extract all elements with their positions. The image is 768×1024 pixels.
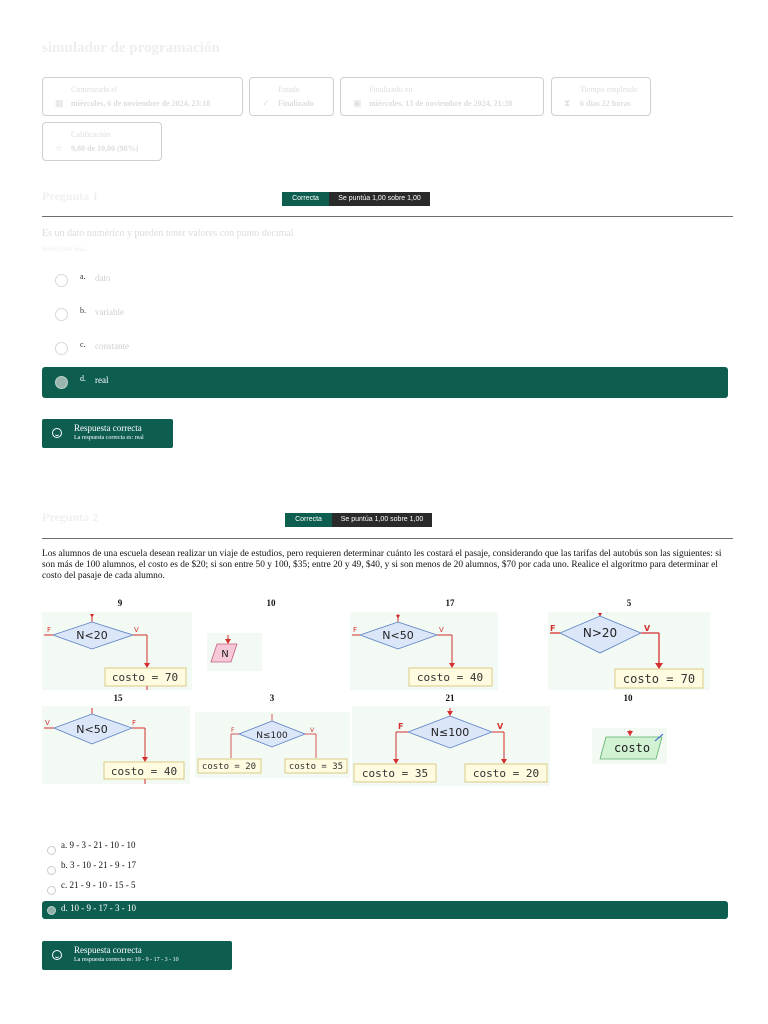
smile-icon: [52, 428, 62, 438]
flowchart-label: 15: [113, 693, 123, 703]
question-2-correct-badge: Correcta: [285, 513, 332, 527]
summary-value: miércoles, 6 de noviembre de 2024, 23:18: [71, 99, 211, 108]
question-1-correct-badge: Correcta: [282, 192, 329, 206]
flowchart-option-21: [352, 706, 550, 786]
question-1-text: Es un dato numérico y pueden tener valores con punto decimal: [42, 228, 294, 239]
process-text: costo = 40: [416, 671, 484, 684]
option-text: d. 10 - 9 - 17 - 3 - 10: [61, 903, 136, 913]
radio-button-selected[interactable]: [55, 376, 68, 389]
question-2-option-d[interactable]: [42, 901, 728, 919]
branch-left-label: F: [47, 626, 52, 634]
summary-value: miércoles, 13 de noviembre de 2024, 21:28: [369, 99, 513, 108]
question-2-divider: [42, 538, 733, 539]
branch-right-label: F: [132, 719, 137, 727]
decision-condition: N<50: [382, 629, 414, 642]
question-1-option-d[interactable]: [42, 367, 728, 398]
flowchart-option-9: [42, 612, 192, 690]
branch-left-label: F: [353, 626, 358, 634]
option-text: real: [95, 375, 109, 385]
process-text-left: costo = 35: [361, 767, 429, 780]
feedback-title: Respuesta correcta: [74, 423, 142, 433]
option-text: variable: [95, 307, 124, 317]
decision-condition: N≤100: [256, 731, 288, 741]
star-icon: ☆: [55, 143, 64, 153]
flowchart-option-3: [195, 712, 350, 778]
branch-right-label: V: [310, 727, 315, 734]
calendar-icon: ▦: [55, 98, 64, 108]
process-text: costo = 70: [622, 672, 696, 686]
flowchart-option-10-output: [592, 728, 667, 764]
flowchart-label: 21: [445, 693, 455, 703]
feedback-answer: La respuesta correcta es: 10 - 9 - 17 - 3 - 10: [74, 957, 179, 963]
output-variable: costo: [613, 741, 651, 755]
summary-value: Finalizado: [278, 99, 315, 108]
question-1-select-hint: Seleccione una:: [42, 245, 87, 253]
question-2-option-c[interactable]: [42, 878, 728, 896]
process-text: costo = 70: [111, 671, 179, 684]
flowchart-label: 9: [117, 598, 123, 608]
branch-right-label: V: [497, 722, 504, 731]
page-title: simulador de programación: [42, 40, 220, 56]
branch-right-label: V: [644, 624, 651, 633]
radio-button[interactable]: [47, 846, 56, 855]
question-2-feedback: [42, 941, 232, 970]
question-1-feedback: [42, 419, 173, 448]
option-letter: a.: [80, 272, 86, 281]
smile-icon: [52, 950, 62, 960]
flowchart-option-5: [548, 612, 710, 690]
option-text: a. 9 - 3 - 21 - 10 - 10: [61, 840, 136, 850]
feedback-title: Respuesta correcta: [74, 945, 142, 955]
process-text-right: costo = 20: [472, 767, 540, 780]
calendar-check-icon: ▣: [353, 98, 362, 108]
summary-label: Calificación: [71, 130, 111, 139]
question-2-option-b[interactable]: [42, 858, 728, 876]
input-variable: N: [221, 649, 229, 660]
decision-condition: N<50: [76, 723, 108, 736]
option-letter: c.: [80, 340, 86, 349]
radio-button[interactable]: [55, 308, 68, 321]
branch-right-label: V: [134, 626, 139, 634]
summary-label: Tiempo empleado: [580, 85, 638, 94]
branch-right-label: V: [439, 626, 444, 634]
summary-started: [42, 77, 243, 116]
flowchart-label: 10: [266, 598, 276, 608]
summary-label: Comenzado el: [71, 85, 117, 94]
radio-button[interactable]: [55, 342, 68, 355]
flowchart-option-17: [350, 612, 498, 690]
option-text: c. 21 - 9 - 10 - 15 - 5: [61, 880, 136, 890]
option-letter: d.: [80, 374, 86, 383]
question-2-text: Los alumnos de una escuela desean realizar un viaje de estudios, pero requieren determinar cuánto les costará el pasaje, considerando que las tarifas del autobús son las siguientes: si son más de 100 alumnos, el costo es de $20; si son entre 50 y 100, $35; entre 20 y 49, $40, y si son menos de 20 alumnos, $70 por cada uno. Realice el algoritmo para determinar el costo del pasaje de cada alumno.: [42, 549, 722, 581]
option-text: b. 3 - 10 - 21 - 9 - 17: [61, 860, 136, 870]
option-letter: b.: [80, 306, 86, 315]
branch-left-label: F: [550, 624, 556, 633]
branch-left-label: F: [231, 727, 235, 734]
decision-condition: N≤100: [430, 726, 470, 739]
question-2-option-a[interactable]: [42, 838, 728, 856]
question-1-option-b[interactable]: [42, 299, 728, 330]
check-icon: ✓: [262, 98, 270, 108]
decision-condition: N>20: [582, 626, 618, 640]
hourglass-icon: ⧗: [564, 98, 571, 108]
radio-button-selected[interactable]: [47, 906, 56, 915]
question-2-heading: Pregunta 2: [42, 510, 99, 524]
radio-button[interactable]: [55, 274, 68, 287]
question-1-option-a[interactable]: [42, 265, 728, 296]
summary-grade: [42, 122, 162, 161]
question-1-divider: [42, 216, 733, 217]
process-text: costo = 40: [110, 765, 178, 778]
branch-left-label: V: [45, 719, 50, 727]
summary-time: [551, 77, 651, 116]
summary-finished: [340, 77, 544, 116]
summary-label: Estado: [278, 85, 300, 94]
feedback-answer: La respuesta correcta es: real: [74, 435, 144, 441]
question-1-option-c[interactable]: [42, 333, 728, 364]
question-1-heading: Pregunta 1: [42, 189, 99, 203]
option-text: dato: [95, 273, 111, 283]
radio-button[interactable]: [47, 866, 56, 875]
decision-condition: N<20: [76, 629, 108, 642]
process-text-right: costo = 35: [288, 762, 344, 772]
summary-value: 6 días 22 horas: [580, 99, 631, 108]
summary-value: 9,80 de 10,00 (98%): [71, 144, 139, 153]
branch-left-label: F: [398, 722, 404, 731]
flowchart-label: 10: [623, 693, 633, 703]
flowchart-option-15: [42, 706, 190, 784]
summary-state: [249, 77, 334, 116]
question-2-score-badge: Se puntúa 1,00 sobre 1,00: [332, 513, 432, 527]
option-text: constante: [95, 341, 129, 351]
summary-label: Finalizado en: [369, 85, 413, 94]
process-text-left: costo = 20: [201, 762, 257, 772]
flowchart-label: 3: [269, 693, 275, 703]
question-1-score-badge: Se puntúa 1,00 sobre 1,00: [329, 192, 430, 206]
flowchart-option-10-input: [207, 633, 262, 671]
radio-button[interactable]: [47, 886, 56, 895]
flowchart-label: 17: [445, 598, 455, 608]
flowchart-label: 5: [626, 598, 632, 608]
